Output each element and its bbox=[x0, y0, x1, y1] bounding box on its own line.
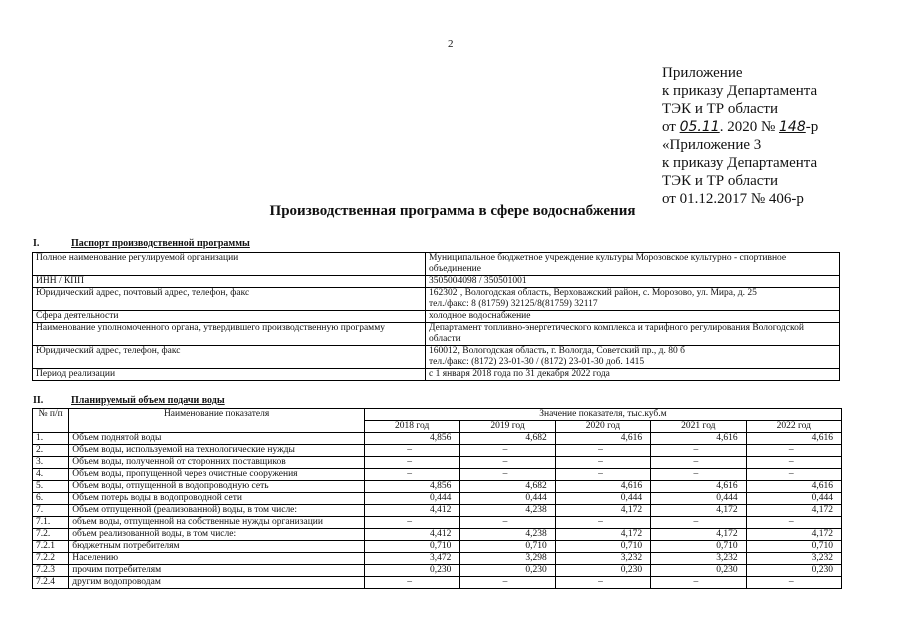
row-name: Объем воды, полученной от сторонних поставщиков bbox=[69, 457, 365, 469]
row-value: 4,238 bbox=[460, 529, 555, 541]
appendix-line: Приложение bbox=[662, 65, 743, 81]
row-value: 3,232 bbox=[746, 553, 841, 565]
row-value: – bbox=[364, 517, 459, 529]
row-value: – bbox=[555, 445, 650, 457]
row-value: 4,616 bbox=[746, 481, 841, 493]
passport-value-line: 3505004098 / 350501001 bbox=[429, 276, 527, 286]
passport-value-line: холодное водоснабжение bbox=[429, 311, 531, 321]
appendix-date-prefix: от bbox=[662, 119, 676, 135]
table-row bbox=[33, 481, 842, 493]
row-value: 4,682 bbox=[460, 481, 555, 493]
row-value: 4,856 bbox=[364, 481, 459, 493]
appendix-line: «Приложение 3 bbox=[662, 137, 762, 153]
passport-value-line: тел./факс: (8172) 23-01-30 / (8172) 23-01-30 доб. 1415 bbox=[429, 357, 645, 367]
row-value: – bbox=[364, 469, 459, 481]
row-value: 4,682 bbox=[460, 433, 555, 445]
row-value: – bbox=[555, 517, 650, 529]
row-value: – bbox=[746, 445, 841, 457]
row-value: 0,710 bbox=[651, 541, 746, 553]
row-name: прочим потребителям bbox=[69, 565, 365, 577]
table-row bbox=[33, 433, 842, 445]
row-value: 0,444 bbox=[555, 493, 650, 505]
row-value: – bbox=[746, 517, 841, 529]
passport-value bbox=[426, 276, 840, 288]
row-value: 0,230 bbox=[651, 565, 746, 577]
row-value: – bbox=[746, 577, 841, 589]
row-value: 4,616 bbox=[651, 481, 746, 493]
row-number: 5. bbox=[33, 481, 69, 493]
row-value: 4,616 bbox=[555, 433, 650, 445]
section-2-heading bbox=[33, 395, 225, 406]
appendix-date-suffix: -р bbox=[805, 119, 819, 135]
section-2-number: II. bbox=[33, 395, 44, 406]
row-value: 0,230 bbox=[364, 565, 459, 577]
passport-value-line: с 1 января 2018 года по 31 декабря 2022 года bbox=[429, 369, 610, 379]
row-number: 7.2.1 bbox=[33, 541, 69, 553]
row-name: бюджетным потребителям bbox=[69, 541, 365, 553]
row-value: – bbox=[651, 517, 746, 529]
passport-value bbox=[426, 346, 840, 369]
row-name: Объем поднятой воды bbox=[69, 433, 365, 445]
row-value: 4,172 bbox=[555, 529, 650, 541]
row-number: 1. bbox=[33, 433, 69, 445]
table-row bbox=[33, 457, 842, 469]
row-name: объем реализованной воды, в том числе: bbox=[69, 529, 365, 541]
passport-label: Период реализации bbox=[33, 369, 426, 381]
row-value: – bbox=[460, 457, 555, 469]
passport-row bbox=[33, 253, 840, 276]
appendix-line: от 01.12.2017 № 406-р bbox=[662, 191, 804, 207]
row-value: – bbox=[364, 445, 459, 457]
table-row bbox=[33, 445, 842, 457]
appendix-line: ТЭК и ТР области bbox=[662, 173, 778, 189]
row-value: 4,172 bbox=[746, 505, 841, 517]
col-group-header: Значение показателя, тыс.куб.м bbox=[364, 409, 841, 421]
row-value: 0,230 bbox=[746, 565, 841, 577]
row-value: – bbox=[651, 577, 746, 589]
row-value: 3,472 bbox=[364, 553, 459, 565]
passport-value-line: 162302 , Вологодская область, Верховажский район, с. Морозово, ул. Мира, д. 25 bbox=[429, 288, 757, 298]
passport-row bbox=[33, 323, 840, 346]
table-row bbox=[33, 505, 842, 517]
row-name: объем воды, отпущенной на собственные нужды организации bbox=[69, 517, 365, 529]
section-1-heading bbox=[33, 238, 250, 249]
row-value: 4,238 bbox=[460, 505, 555, 517]
row-value: – bbox=[651, 457, 746, 469]
passport-value-line: тел./факс: 8 (81759) 32125/8(81759) 32117 bbox=[429, 299, 598, 309]
row-value: 4,172 bbox=[651, 505, 746, 517]
row-value: – bbox=[460, 577, 555, 589]
row-value: 3,298 bbox=[460, 553, 555, 565]
row-value: – bbox=[651, 469, 746, 481]
row-value: 4,856 bbox=[364, 433, 459, 445]
row-name: Объем потерь воды в водопроводной сети bbox=[69, 493, 365, 505]
passport-value-line: Муниципальное бюджетное учреждение культуры Морозовское культурно - спортивное объединение bbox=[429, 253, 787, 274]
row-number: 2. bbox=[33, 445, 69, 457]
appendix-header bbox=[662, 64, 818, 208]
passport-label: Юридический адрес, телефон, факс bbox=[33, 346, 426, 369]
passport-row bbox=[33, 288, 840, 311]
table-row bbox=[33, 553, 842, 565]
row-value: 4,616 bbox=[746, 433, 841, 445]
row-name: Объем воды, отпущенной в водопроводную сеть bbox=[69, 481, 365, 493]
year-header: 2018 год bbox=[364, 421, 459, 433]
handwritten-date: 05.11 bbox=[679, 119, 720, 135]
passport-label: Юридический адрес, почтовый адрес, телефон, факс bbox=[33, 288, 426, 311]
row-value: – bbox=[746, 469, 841, 481]
row-value: – bbox=[555, 469, 650, 481]
appendix-line: к приказу Департамента bbox=[662, 83, 818, 99]
passport-value bbox=[426, 369, 840, 381]
row-value: – bbox=[364, 457, 459, 469]
passport-label: Сфера деятельности bbox=[33, 311, 426, 323]
row-value: 0,444 bbox=[746, 493, 841, 505]
year-header: 2019 год bbox=[460, 421, 555, 433]
row-name: Населению bbox=[69, 553, 365, 565]
appendix-date-mid: . 2020 № bbox=[719, 119, 776, 135]
section-1-number: I. bbox=[33, 238, 40, 249]
passport-value bbox=[426, 253, 840, 276]
row-number: 4. bbox=[33, 469, 69, 481]
row-number: 6. bbox=[33, 493, 69, 505]
row-value: 0,444 bbox=[364, 493, 459, 505]
table-row bbox=[33, 493, 842, 505]
row-number: 7.2.2 bbox=[33, 553, 69, 565]
passport-label: Полное наименование регулируемой организации bbox=[33, 253, 426, 276]
passport-value-line: Департамент топливно-энергетического комплекса и тарифного регулирования Вологодской области bbox=[429, 323, 804, 344]
passport-value-line: 160012, Вологодская область, г. Вологда, Советский пр., д. 80 б bbox=[429, 346, 685, 356]
row-number: 7.2.4 bbox=[33, 577, 69, 589]
table-row bbox=[33, 577, 842, 589]
col-name-header: Наименование показателя bbox=[69, 409, 365, 433]
row-number: 7.1. bbox=[33, 517, 69, 529]
table-row bbox=[33, 565, 842, 577]
row-value: 4,412 bbox=[364, 529, 459, 541]
row-value: – bbox=[460, 517, 555, 529]
row-value: 0,230 bbox=[460, 565, 555, 577]
row-value: – bbox=[364, 577, 459, 589]
table-row bbox=[33, 529, 842, 541]
row-value: 4,172 bbox=[651, 529, 746, 541]
row-name: Объем воды, пропущенной через очистные сооружения bbox=[69, 469, 365, 481]
appendix-line: ТЭК и ТР области bbox=[662, 101, 778, 117]
table-row bbox=[33, 469, 842, 481]
year-header: 2022 год bbox=[746, 421, 841, 433]
year-header: 2021 год bbox=[651, 421, 746, 433]
section-2-title: Планируемый объем подачи воды bbox=[71, 395, 225, 406]
row-number: 3. bbox=[33, 457, 69, 469]
year-header: 2020 год bbox=[555, 421, 650, 433]
row-name: Объем отпущенной (реализованной) воды, в том числе: bbox=[69, 505, 365, 517]
row-value: – bbox=[651, 445, 746, 457]
row-name: Объем воды, используемой на технологические нужды bbox=[69, 445, 365, 457]
row-value: – bbox=[555, 577, 650, 589]
water-volume-table bbox=[32, 408, 842, 589]
passport-value bbox=[426, 311, 840, 323]
passport-row bbox=[33, 276, 840, 288]
row-value: 4,616 bbox=[651, 433, 746, 445]
row-value: 3,232 bbox=[555, 553, 650, 565]
row-value: 0,444 bbox=[651, 493, 746, 505]
row-value: – bbox=[460, 445, 555, 457]
table-row bbox=[33, 541, 842, 553]
appendix-date-line bbox=[662, 118, 818, 136]
passport-value bbox=[426, 323, 840, 346]
row-value: 0,710 bbox=[555, 541, 650, 553]
row-value: 0,230 bbox=[555, 565, 650, 577]
row-name: другим водопроводам bbox=[69, 577, 365, 589]
passport-label: ИНН / КПП bbox=[33, 276, 426, 288]
section-1-title: Паспорт производственной программы bbox=[71, 238, 250, 249]
row-number: 7.2.3 bbox=[33, 565, 69, 577]
row-value: 0,710 bbox=[364, 541, 459, 553]
passport-table bbox=[32, 252, 840, 381]
row-number: 7. bbox=[33, 505, 69, 517]
passport-row bbox=[33, 346, 840, 369]
passport-label: Наименование уполномоченного органа, утвердившего производственную программу bbox=[33, 323, 426, 346]
row-value: 4,616 bbox=[555, 481, 650, 493]
document-title: Производственная программа в сфере водоснабжения bbox=[269, 203, 636, 219]
page-number: 2 bbox=[448, 38, 454, 50]
passport-value bbox=[426, 288, 840, 311]
passport-row bbox=[33, 311, 840, 323]
row-value: 0,710 bbox=[746, 541, 841, 553]
passport-row bbox=[33, 369, 840, 381]
row-value: 0,444 bbox=[460, 493, 555, 505]
row-value: – bbox=[746, 457, 841, 469]
row-value: 3,232 bbox=[651, 553, 746, 565]
row-value: 4,412 bbox=[364, 505, 459, 517]
handwritten-number: 148 bbox=[779, 119, 806, 135]
appendix-line: к приказу Департамента bbox=[662, 155, 818, 171]
col-number-header: № п/п bbox=[33, 409, 69, 433]
table-row bbox=[33, 517, 842, 529]
row-value: – bbox=[555, 457, 650, 469]
row-value: 4,172 bbox=[746, 529, 841, 541]
row-value: 0,710 bbox=[460, 541, 555, 553]
row-value: – bbox=[460, 469, 555, 481]
row-value: 4,172 bbox=[555, 505, 650, 517]
row-number: 7.2. bbox=[33, 529, 69, 541]
